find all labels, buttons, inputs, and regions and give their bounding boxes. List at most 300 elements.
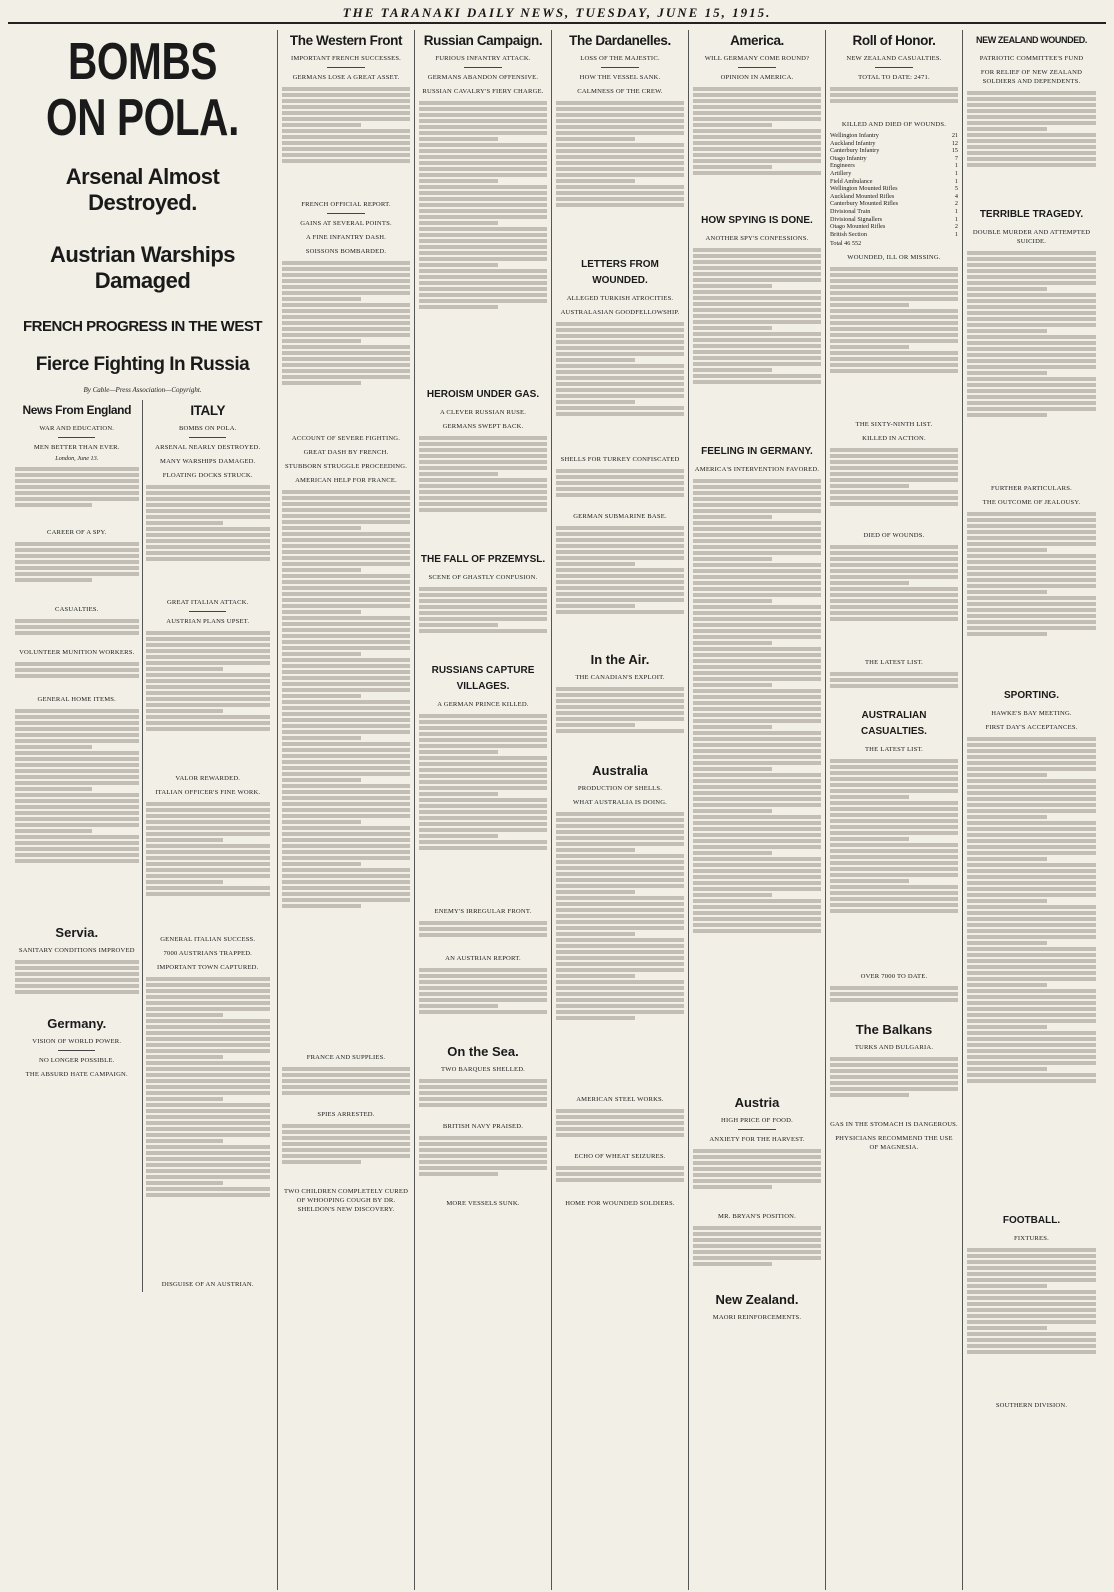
- rc-sec-2: HEROISM UNDER GAS.: [426, 389, 540, 400]
- print-line: [830, 291, 958, 295]
- print-line: [967, 542, 1096, 546]
- print-line: [693, 117, 821, 121]
- russian-campaign-column: [415, 30, 552, 1590]
- print-line: [556, 475, 684, 479]
- print-line: [15, 793, 139, 797]
- print-line: [556, 711, 684, 715]
- print-line: [693, 785, 821, 789]
- print-line: [146, 832, 271, 836]
- print-line: [282, 285, 410, 289]
- print-line: [693, 677, 821, 681]
- print-line: [282, 351, 410, 355]
- print-line: [15, 787, 92, 791]
- print-line: [419, 617, 547, 621]
- print-line: [419, 998, 547, 1002]
- print-line: [967, 614, 1096, 618]
- print-line: [693, 767, 772, 771]
- print-line: [830, 1087, 958, 1091]
- dd-sub-7: GERMAN SUBMARINE BASE.: [573, 513, 667, 520]
- print-line: [146, 655, 271, 659]
- print-line: [967, 1037, 1096, 1041]
- rh-sub-4: WOUNDED, ILL OR MISSING.: [847, 253, 941, 261]
- casualty-count: 12: [951, 139, 958, 147]
- print-line: [693, 551, 821, 555]
- am-sec-3: FEELING IN GERMANY.: [701, 446, 813, 457]
- text-block: [419, 99, 547, 379]
- print-line: [282, 760, 410, 764]
- print-line: [556, 574, 684, 578]
- print-line: [556, 394, 684, 398]
- casualty-row: [830, 231, 958, 239]
- front-split: [12, 400, 273, 1292]
- print-line: [967, 767, 1096, 771]
- print-line: [967, 157, 1096, 161]
- print-line: [146, 1043, 271, 1047]
- print-line: [556, 119, 684, 123]
- rc-sub-12: MORE VESSELS SUNK.: [446, 1200, 520, 1207]
- rc-sub-2: GERMANS ABANDON OFFENSIVE.: [427, 74, 539, 81]
- italy-sub-2: ARSENAL NEARLY DESTROYED.: [155, 444, 261, 451]
- print-line: [967, 407, 1096, 411]
- nz-sub-6: HAWKE'S BAY MEETING.: [991, 710, 1072, 717]
- print-line: [146, 637, 271, 641]
- nz-wounded-head: NEW ZEALAND WOUNDED.: [976, 35, 1087, 45]
- print-line: [419, 466, 547, 470]
- print-line: [419, 305, 498, 309]
- print-line: [556, 526, 684, 530]
- print-line: [967, 935, 1096, 939]
- print-line: [282, 315, 410, 319]
- print-line: [15, 554, 139, 558]
- print-line: [693, 509, 821, 513]
- casualty-unit: Wellington Mounted Rifles: [830, 185, 898, 193]
- print-line: [967, 1001, 1096, 1005]
- print-line: [693, 278, 821, 282]
- print-line: [967, 347, 1096, 351]
- print-line: [419, 496, 547, 500]
- print-line: [967, 323, 1096, 327]
- dd-sec-4: Australia: [592, 763, 648, 778]
- print-line: [282, 898, 410, 902]
- print-line: [693, 272, 821, 276]
- print-line: [693, 707, 821, 711]
- wf-sub-8: GREAT DASH BY FRENCH.: [303, 449, 389, 456]
- print-line: [282, 676, 410, 680]
- print-line: [419, 738, 547, 742]
- print-line: [556, 556, 684, 560]
- print-line: [419, 239, 547, 243]
- print-line: [967, 1055, 1096, 1059]
- print-line: [556, 986, 684, 990]
- print-line: [967, 1284, 1047, 1288]
- print-line: [282, 850, 410, 854]
- text-block: [282, 488, 410, 1048]
- print-line: [15, 841, 139, 845]
- print-line: [556, 469, 684, 473]
- rh-sub-11: TURKS AND BULGARIA.: [854, 1043, 934, 1051]
- print-line: [556, 580, 684, 584]
- print-line: [556, 197, 684, 201]
- text-block: [967, 735, 1096, 1205]
- print-line: [967, 109, 1096, 113]
- print-line: [556, 908, 684, 912]
- print-line: [967, 1061, 1096, 1065]
- print-line: [419, 281, 547, 285]
- print-line: [282, 844, 410, 848]
- print-line: [146, 679, 271, 683]
- print-line: [146, 1085, 271, 1089]
- print-line: [830, 684, 958, 688]
- print-line: [967, 845, 1096, 849]
- rh-sub-5: THE SIXTY-NINTH LIST.: [855, 420, 933, 428]
- casualty-row: [830, 155, 958, 163]
- print-line: [693, 743, 821, 747]
- rc-sub-9: AN AUSTRIAN REPORT.: [445, 955, 521, 962]
- print-line: [282, 321, 410, 325]
- wf-sub-6: SOISSONS BOMBARDED.: [305, 248, 387, 255]
- print-line: [693, 1155, 821, 1159]
- print-line: [146, 485, 271, 489]
- print-line: [967, 1049, 1096, 1053]
- print-line: [15, 829, 92, 833]
- print-line: [282, 598, 410, 602]
- dardanelles-column: [552, 30, 689, 1590]
- print-line: [967, 1067, 1047, 1071]
- print-line: [282, 1079, 410, 1083]
- headline-arsenal: Arsenal Almost Destroyed.: [65, 164, 220, 215]
- print-line: [419, 275, 547, 279]
- print-line: [693, 737, 821, 741]
- print-line: [282, 279, 410, 283]
- print-line: [419, 762, 547, 766]
- print-line: [556, 125, 684, 129]
- print-line: [282, 153, 410, 157]
- rc-sub-6: SCENE OF GHASTLY CONFUSION.: [428, 574, 538, 581]
- print-line: [830, 897, 958, 901]
- print-line: [146, 1163, 271, 1167]
- print-line: [556, 1016, 635, 1020]
- print-line: [693, 653, 821, 657]
- print-line: [693, 899, 821, 903]
- print-line: [282, 592, 410, 596]
- print-line: [693, 159, 821, 163]
- casualty-unit: Wellington Infantry: [830, 132, 879, 139]
- print-line: [15, 835, 139, 839]
- print-line: [556, 1115, 684, 1119]
- print-line: [967, 827, 1096, 831]
- print-line: [419, 436, 547, 440]
- print-line: [967, 947, 1096, 951]
- print-line: [967, 560, 1096, 564]
- print-line: [556, 568, 684, 572]
- print-line: [146, 503, 271, 507]
- print-line: [146, 838, 223, 842]
- print-line: [419, 1136, 547, 1140]
- print-line: [830, 909, 958, 913]
- print-line: [282, 826, 410, 830]
- text-block: [830, 543, 958, 653]
- print-line: [282, 700, 410, 704]
- print-line: [146, 1175, 271, 1179]
- print-line: [15, 823, 139, 827]
- print-line: [419, 442, 547, 446]
- print-line: [419, 191, 547, 195]
- print-line: [282, 538, 410, 542]
- rh-sub-2: TOTAL TO DATE: 2471.: [858, 74, 930, 81]
- print-line: [693, 135, 821, 139]
- print-line: [146, 539, 271, 543]
- casualty-row: [830, 223, 958, 231]
- print-line: [146, 1127, 271, 1131]
- wf-sub-12: SPIES ARRESTED.: [317, 1111, 375, 1118]
- print-line: [693, 893, 772, 897]
- casualty-row: [830, 193, 958, 201]
- print-line: [693, 695, 821, 699]
- print-line: [967, 578, 1096, 582]
- print-line: [693, 93, 821, 97]
- print-line: [556, 848, 635, 852]
- print-line: [419, 726, 547, 730]
- am-sub-5: HIGH PRICE OF FOOD.: [721, 1117, 793, 1124]
- print-line: [146, 820, 271, 824]
- print-line: [556, 896, 684, 900]
- print-line: [693, 809, 772, 813]
- text-block: [830, 984, 958, 1014]
- print-line: [967, 620, 1096, 624]
- print-line: [693, 123, 772, 127]
- casualty-unit: Divisional Train: [830, 207, 871, 215]
- print-line: [830, 861, 958, 865]
- print-line: [830, 611, 958, 615]
- print-line: [830, 765, 958, 769]
- print-line: [967, 263, 1096, 267]
- print-line: [146, 631, 271, 635]
- print-line: [967, 269, 1096, 273]
- print-line: [15, 625, 139, 629]
- print-line: [419, 1010, 547, 1014]
- text-block: [282, 1122, 410, 1182]
- print-line: [556, 604, 635, 608]
- print-line: [146, 527, 271, 531]
- italy-sub-3: MANY WARSHIPS DAMAGED.: [160, 458, 256, 465]
- dd-sec-3: In the Air.: [590, 652, 650, 667]
- print-line: [282, 147, 410, 151]
- casualty-count: 2: [954, 200, 958, 208]
- rh-sub-1: NEW ZEALAND CASUALTIES.: [846, 55, 942, 62]
- print-line: [693, 479, 821, 483]
- print-line: [693, 635, 821, 639]
- print-line: [15, 485, 139, 489]
- print-line: [15, 721, 139, 725]
- print-line: [419, 233, 547, 237]
- print-line: [556, 956, 684, 960]
- text-block: [967, 89, 1096, 199]
- print-line: [282, 574, 410, 578]
- print-line: [967, 389, 1096, 393]
- print-line: [693, 545, 821, 549]
- dd-sub-6: SHELLS FOR TURKEY CONFISCATED: [560, 456, 680, 463]
- print-line: [15, 769, 139, 773]
- print-line: [282, 502, 410, 506]
- print-line: [693, 515, 772, 519]
- print-line: [830, 472, 958, 476]
- print-line: [282, 520, 410, 524]
- text-block: [146, 483, 271, 593]
- print-line: [282, 490, 410, 494]
- print-line: [282, 93, 410, 97]
- print-line: [830, 363, 958, 367]
- text-block: [830, 757, 958, 967]
- print-line: [419, 750, 498, 754]
- print-line: [967, 608, 1096, 612]
- rc-sub-8: ENEMY'S IRREGULAR FRONT.: [434, 908, 532, 915]
- print-line: [282, 556, 410, 560]
- print-line: [556, 562, 635, 566]
- print-line: [967, 572, 1096, 576]
- text-block: [693, 1147, 821, 1207]
- print-line: [419, 968, 547, 972]
- print-line: [967, 1007, 1096, 1011]
- print-line: [419, 1004, 498, 1008]
- print-line: [419, 215, 547, 219]
- germany-sub-1: VISION OF WORLD POWER.: [32, 1038, 122, 1045]
- print-line: [556, 149, 684, 153]
- print-line: [693, 731, 821, 735]
- print-line: [419, 1142, 547, 1146]
- print-line: [967, 1338, 1096, 1342]
- print-line: [146, 551, 271, 555]
- print-line: [419, 1103, 547, 1107]
- print-line: [556, 1127, 684, 1131]
- print-line: [419, 113, 547, 117]
- text-block: [282, 85, 410, 195]
- print-line: [556, 962, 684, 966]
- print-line: [693, 863, 821, 867]
- print-line: [282, 267, 410, 271]
- print-line: [282, 87, 410, 91]
- print-line: [830, 831, 958, 835]
- print-line: [967, 548, 1047, 552]
- print-line: [556, 824, 684, 828]
- print-line: [693, 332, 821, 336]
- print-line: [556, 1178, 684, 1182]
- wf-sub-13: TWO CHILDREN COMPLETELY CURED OF WHOOPING COUGH BY DR. SHELDON'S NEW DISCOVERY.: [283, 1188, 409, 1213]
- print-line: [15, 984, 139, 988]
- print-line: [146, 727, 271, 731]
- print-line: [967, 743, 1096, 747]
- print-line: [830, 795, 909, 799]
- england-dateline: London, June 13.: [55, 455, 99, 462]
- print-line: [282, 580, 410, 584]
- print-line: [967, 1350, 1096, 1354]
- print-line: [419, 155, 547, 159]
- print-line: [419, 1172, 498, 1176]
- print-line: [419, 131, 547, 135]
- print-line: [693, 260, 821, 264]
- am-sec-2: HOW SPYING IS DONE.: [701, 215, 813, 226]
- print-line: [556, 1166, 684, 1170]
- rc-sec-5: On the Sea.: [447, 1044, 519, 1059]
- print-line: [967, 959, 1096, 963]
- print-line: [556, 412, 684, 416]
- print-line: [556, 830, 684, 834]
- print-line: [693, 326, 772, 330]
- print-line: [830, 801, 958, 805]
- print-line: [146, 880, 223, 884]
- print-line: [15, 847, 139, 851]
- print-line: [556, 173, 684, 177]
- print-line: [15, 467, 139, 471]
- print-line: [146, 862, 271, 866]
- am-sec-5: New Zealand.: [715, 1292, 799, 1307]
- print-line: [556, 687, 684, 691]
- print-line: [146, 1193, 271, 1197]
- print-line: [830, 484, 909, 488]
- italy-sub-11: IMPORTANT TOWN CAPTURED.: [156, 964, 259, 971]
- print-line: [282, 802, 410, 806]
- print-line: [282, 634, 410, 638]
- casualty-unit: Artillery: [830, 169, 852, 177]
- print-line: [419, 490, 547, 494]
- rc-sub-3: RUSSIAN CAVALRY'S FIERY CHARGE.: [422, 88, 544, 95]
- print-line: [419, 478, 547, 482]
- text-block: [15, 465, 139, 523]
- print-line: [830, 855, 958, 859]
- byline: By Cable—Press Association—Copyright.: [83, 386, 202, 394]
- print-line: [967, 881, 1096, 885]
- print-line: [419, 927, 547, 931]
- nz-sub-1: PATRIOTIC COMMITTEE'S FUND: [979, 55, 1084, 62]
- print-line: [146, 521, 223, 525]
- print-line: [15, 560, 139, 564]
- casualty-unit: Engineers: [830, 162, 855, 170]
- print-line: [419, 245, 547, 249]
- print-line: [830, 1093, 909, 1097]
- print-line: [556, 358, 635, 362]
- print-line: [556, 161, 684, 165]
- print-line: [282, 291, 410, 295]
- casualty-count: 2: [954, 223, 958, 231]
- print-line: [693, 362, 821, 366]
- print-line: [693, 141, 821, 145]
- print-line: [693, 1244, 821, 1248]
- print-line: [693, 857, 821, 861]
- print-line: [282, 706, 410, 710]
- print-line: [693, 356, 821, 360]
- wf-sub-1: IMPORTANT FRENCH SUCCESSES.: [290, 55, 402, 62]
- print-line: [693, 1149, 821, 1153]
- print-line: [967, 1296, 1096, 1300]
- casualty-row: [830, 185, 958, 193]
- print-line: [693, 87, 821, 91]
- roll-of-honor-column: [826, 30, 963, 1590]
- print-line: [967, 512, 1096, 516]
- print-line: [419, 185, 547, 189]
- print-line: [419, 822, 547, 826]
- print-line: [146, 1157, 271, 1161]
- print-line: [830, 496, 958, 500]
- print-line: [419, 484, 547, 488]
- print-line: [419, 167, 547, 171]
- print-line: [15, 542, 139, 546]
- print-line: [967, 383, 1096, 387]
- casualty-row: [830, 178, 958, 186]
- print-line: [146, 874, 271, 878]
- rc-sub-4: A CLEVER RUSSIAN RUSE.: [439, 409, 527, 416]
- print-line: [693, 575, 821, 579]
- dd-sub-4: ALLEGED TURKISH ATROCITIES.: [566, 295, 674, 302]
- print-line: [830, 339, 958, 343]
